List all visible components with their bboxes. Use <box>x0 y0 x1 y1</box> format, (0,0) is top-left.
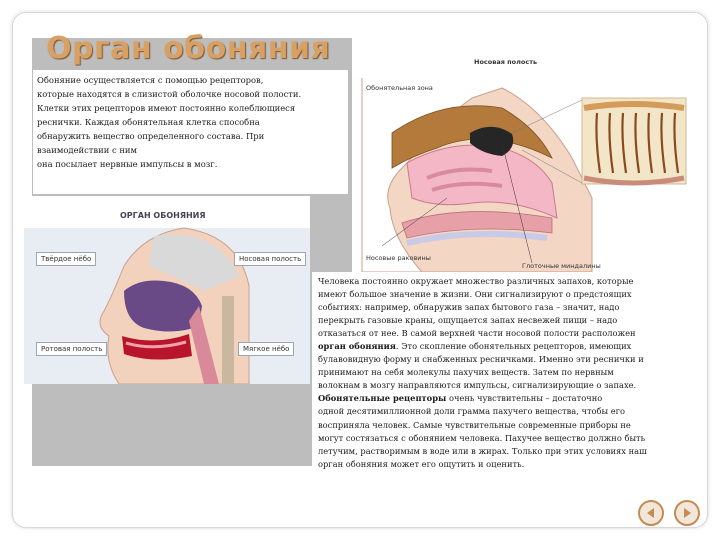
body-line: восприняла человек. Самые чувствительные современные приборы не <box>318 419 631 430</box>
body-line: перекрыть газовые краны, ощущается запах несвежей пищи – надо <box>318 315 618 326</box>
body-line: событиях: например, обнаружив запах бытового газа – значит, надо <box>318 302 620 313</box>
label-conchae: Носовые раковины <box>366 254 431 262</box>
play-right-icon <box>681 507 693 519</box>
intro-text <box>33 70 348 194</box>
body-line: могут состязаться с обонянием человека. Пахучее вещество должно быть <box>318 432 646 443</box>
prev-slide-button[interactable] <box>638 500 664 526</box>
body-line: орган обоняния может его ощутить и оценить. <box>318 458 525 469</box>
label-oral-cavity: Ротовая полость <box>36 342 107 356</box>
head-section-diagram <box>24 196 310 384</box>
body-line-rest: очень чувствительны – достаточно <box>446 393 603 404</box>
body-line: имеют большое значение в жизни. Они сигнализируют о предстоящих <box>318 289 632 300</box>
label-hard-palate: Твёрдое нёбо <box>36 252 96 266</box>
body-line: отказаться от нее. В самой верхней части носовой полости расположен <box>318 328 636 339</box>
label-olfactory-zone: Обонятельная зона <box>366 84 433 92</box>
intro-line: Клетки этих рецепторов имеют постоянно колеблющиеся <box>37 103 296 113</box>
head-diagram-title: ОРГАН ОБОНЯНИЯ <box>120 211 206 220</box>
intro-line: она посылает нервные импульсы в мозг. <box>37 159 218 169</box>
nasal-diagram-title: Носовая полость <box>474 58 538 66</box>
next-slide-button[interactable] <box>674 500 700 526</box>
body-line: одной десятимиллионной доли грамма пахучего вещества, чтобы его <box>318 406 626 417</box>
body-line <box>318 392 696 405</box>
play-left-icon <box>645 507 657 519</box>
nasal-cavity-illustration <box>352 38 688 272</box>
body-line: булавовидную форму и снабженных ресничками. Именно эти реснички и <box>318 354 644 365</box>
body-line: летучим, растворимым в воде или в жирах. Только при этих условиях наш <box>318 445 647 456</box>
body-text <box>312 272 700 498</box>
term-olfactory-organ: орган обоняния <box>318 341 396 352</box>
nasal-cavity-diagram <box>352 38 688 272</box>
intro-line: которые находятся в слизистой оболочке носовой полости. <box>37 89 302 99</box>
body-line-rest: . Это скопление обонятельных рецепторов, имеющих <box>395 341 632 352</box>
slide-title: Орган обоняния <box>46 31 331 66</box>
body-line: волокнам в мозгу направляются импульсы, сигнализирующие о запахе. <box>318 380 637 391</box>
intro-line: реснички. Каждая обонятельная клетка способна <box>37 117 260 127</box>
intro-line: Обоняние осуществляется с помощью рецепторов, <box>37 75 264 85</box>
term-olfactory-receptors: Обонятельные рецепторы <box>318 393 447 404</box>
intro-line: взаимодействии с ним <box>37 145 138 155</box>
label-tonsils: Глоточные миндалины <box>522 262 601 270</box>
label-nasal-cavity: Носовая полость <box>234 252 306 266</box>
body-line <box>318 340 696 353</box>
body-line: Человека постоянно окружает множество различных запахов, которые <box>318 276 634 286</box>
label-soft-palate: Мягкое нёбо <box>238 342 294 356</box>
intro-line: обнаружить вещество определенного состава. При <box>37 131 265 141</box>
body-line: принимают на себя молекулы пахучих веществ. Затем по нервным <box>318 367 614 378</box>
